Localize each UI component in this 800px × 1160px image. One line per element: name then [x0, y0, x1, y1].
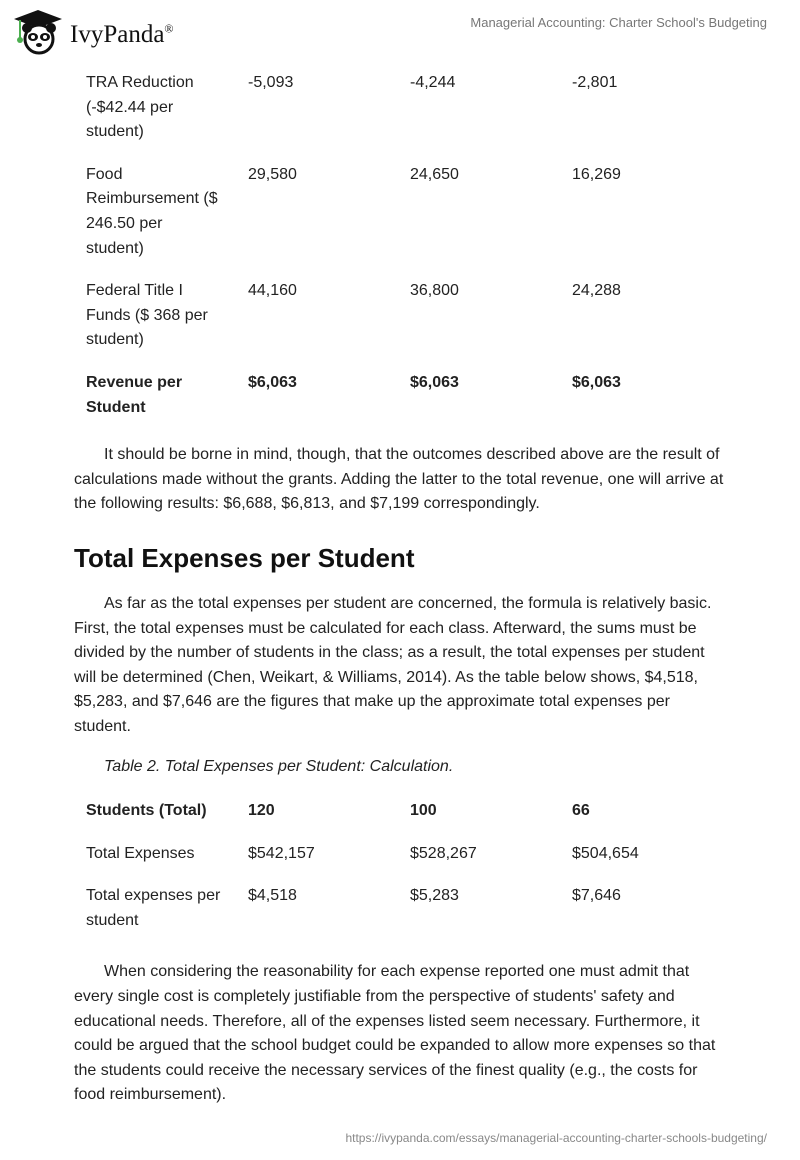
cell-value: 100 [410, 802, 437, 820]
table-row [74, 62, 722, 154]
section-heading: Total Expenses per Student [74, 542, 415, 573]
logo-name: IvyPanda [70, 21, 165, 48]
expenses-table [74, 790, 722, 942]
cell-value: $542,157 [248, 844, 315, 862]
table-row [74, 833, 722, 876]
row-label: Total Expenses [86, 844, 195, 862]
table-row [74, 790, 722, 833]
document-title: Managerial Accounting: Charter School's Budgeting [470, 15, 767, 30]
row-label: Food Reimbursement ($ 246.50 per student) [86, 165, 218, 257]
panda-graduate-icon [12, 8, 64, 56]
cell-value: 120 [248, 802, 275, 820]
logo[interactable] [12, 8, 174, 56]
cell-value: $6,063 [410, 373, 459, 391]
cell-value: $6,063 [572, 373, 621, 391]
revenue-table [74, 62, 722, 429]
cell-value: 29,580 [248, 165, 297, 183]
cell-value: 44,160 [248, 282, 297, 300]
cell-value: 36,800 [410, 282, 459, 300]
cell-value: 16,269 [572, 165, 621, 183]
cell-value: $504,654 [572, 844, 639, 862]
registered-mark: ® [164, 21, 174, 36]
row-label: Total expenses per student [86, 887, 221, 929]
table-row [74, 270, 722, 362]
cell-value: $6,063 [248, 373, 297, 391]
source-url[interactable]: https://ivypanda.com/essays/managerial-accounting-charter-schools-budgeting/ [345, 1131, 767, 1145]
cell-value: -2,801 [572, 74, 618, 91]
article-content [74, 62, 724, 1108]
row-label: Students (Total) [86, 802, 207, 820]
table-row [74, 154, 722, 270]
cell-value: -5,093 [248, 74, 294, 91]
table-caption: Table 2. Total Expenses per Student: Calculation. [104, 758, 454, 776]
row-label: TRA Reduction (-$42.44 per student) [86, 74, 194, 141]
table-row [74, 362, 722, 429]
paragraph: As far as the total expenses per student are concerned, the formula is relatively basic. First, the total expenses must be calculated for each class. Afterward, the sums must be divided by the number of students in the class; as a result, the total expenses per student will be determined (Chen, Weikart, & Williams, 2014). As the table below shows, $4,518, $5,283, and $7,646 are the figures that make up the approximate total expenses per student. [74, 594, 712, 735]
header [0, 0, 800, 60]
cell-value: 24,288 [572, 282, 621, 300]
logo-text [70, 21, 174, 49]
cell-value: 24,650 [410, 165, 459, 183]
paragraph: It should be borne in mind, though, that the outcomes described above are the result of calculations made without the grants. Adding the latter to the total revenue, one will arrive at the following results: $6,688, $6,813, and $7,199 correspondingly. [74, 446, 724, 513]
cell-value: 66 [572, 802, 590, 820]
cell-value: $7,646 [572, 887, 621, 905]
cell-value: -4,244 [410, 74, 456, 91]
cell-value: $4,518 [248, 887, 297, 905]
paragraph: When considering the reasonability for each expense reported one must admit that every single cost is completely justifiable from the perspective of students' safety and educational needs. Therefore, all of the expenses listed seem necessary. Furthermore, it could be argued that the school budget could be expanded to allow more expenses so that the students could receive the necessary services of the finest quality (e.g., the costs for food reimbursement). [74, 963, 716, 1104]
row-label: Federal Title I Funds ($ 368 per student) [86, 282, 208, 349]
table-row [74, 875, 722, 942]
cell-value: $528,267 [410, 844, 477, 862]
row-label: Revenue per Student [86, 373, 183, 416]
cell-value: $5,283 [410, 887, 459, 905]
